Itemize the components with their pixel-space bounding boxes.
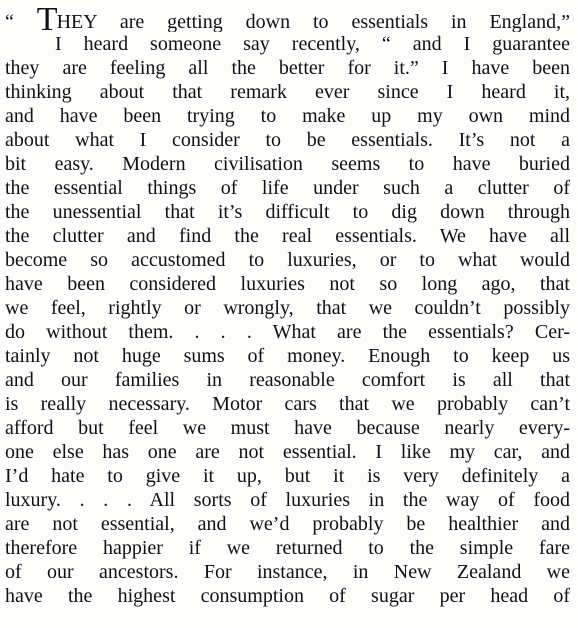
text-line-17: is really necessary. Motor cars that we probably can’t (5, 393, 570, 415)
text-line-4: thinking about that remark ever since I heard it, (5, 81, 570, 103)
text-line-19: one else has one are not essential. I like my car, and (5, 441, 570, 463)
text-line-18: afford but feel we must have because nearly every- (5, 417, 570, 439)
text-line-6: about what I consider to be essentials. It’s not a (5, 129, 570, 151)
text-line-23: therefore happier if we returned to the simple fare (5, 537, 570, 559)
first-line-text: HEY are getting down to essentials in England,” (56, 11, 570, 32)
text-line-2: I heard someone say recently, “ and I guarantee (55, 33, 570, 55)
text-line-16: and our families in reasonable comfort is all that (5, 369, 570, 391)
text-line-5: and have been trying to make up my own mind (5, 105, 570, 127)
opening-quote: “ (5, 11, 37, 32)
text-line-21: luxury. . . . All sorts of luxuries in the way of food (5, 489, 570, 511)
text-line-3: they are feeling all the better for it.” I have been (5, 57, 570, 79)
text-line-22: are not essential, and we’d probably be healthier and (5, 513, 570, 535)
text-line-15: tainly not huge sums of money. Enough to keep us (5, 345, 570, 367)
text-line-24: of our ancestors. For instance, in New Zealand we (5, 561, 570, 583)
text-line-14: do without them. . . . What are the essentials? Cer- (5, 321, 570, 343)
text-line-11: become so accustomed to luxuries, or to what would (5, 249, 570, 271)
text-line-8: the essential things of life under such a clutter of (5, 177, 570, 199)
text-line-9: the unessential that it’s difficult to dig down through (5, 201, 570, 223)
text-line-25: have the highest consumption of sugar per head of (5, 585, 570, 607)
text-line-13: we feel, rightly or wrongly, that we couldn’t possibly (5, 297, 570, 319)
drop-cap: T (36, 8, 57, 32)
text-line-20: I’d hate to give it up, but it is very definitely a (5, 465, 570, 487)
text-line-7: bit easy. Modern civilisation seems to have buried (5, 153, 570, 175)
text-line-10: the clutter and find the real essentials. We have all (5, 225, 570, 247)
text-line-1 (5, 8, 570, 32)
text-line-12: have been considered luxuries not so long ago, that (5, 273, 570, 295)
